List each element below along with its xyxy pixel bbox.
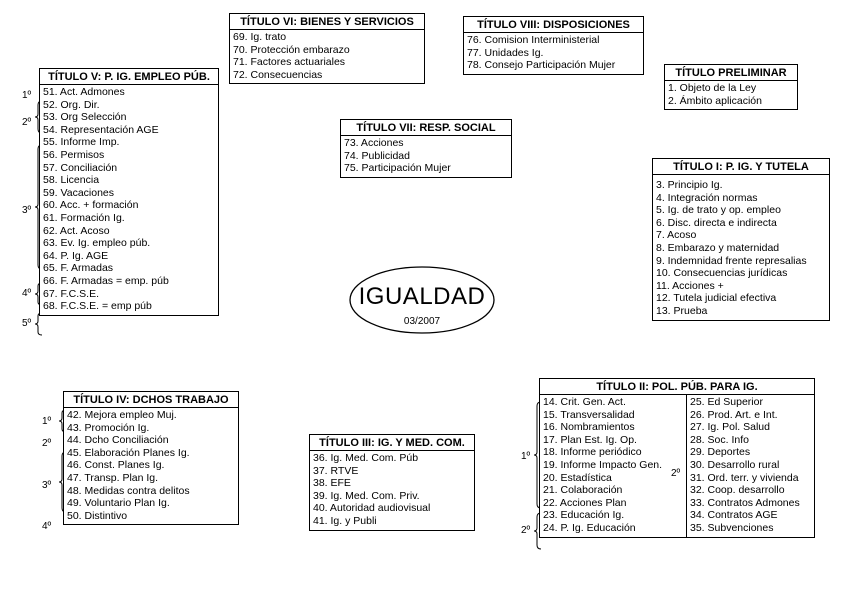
titulo-v-item: 68. F.C.S.E. = emp púb bbox=[43, 300, 152, 313]
titulo-i-item: 5. Ig. de trato y op. empleo bbox=[656, 204, 781, 217]
titulo-iv-marker-2: 2º bbox=[42, 438, 52, 449]
titulo-i-item: 11. Acciones + bbox=[656, 279, 724, 292]
titulo-v-item: 59. Vacaciones bbox=[43, 186, 115, 199]
titulo-i-item: 3. Principio Ig. bbox=[656, 179, 723, 191]
titulo-vi-box bbox=[229, 13, 425, 84]
titulo-iv-item: 43. Promoción Ig. bbox=[67, 421, 150, 434]
titulo-i-item: 8. Embarazo y maternidad bbox=[656, 241, 780, 254]
titulo-ii-item: 35. Subvenciones bbox=[690, 521, 774, 534]
titulo-vi-item: 71. Factores actuariales bbox=[233, 56, 346, 69]
titulo-v-item: 61. Formación Ig. bbox=[43, 211, 125, 224]
titulo-iv-box bbox=[63, 391, 239, 525]
titulo-vii-item: 74. Publicidad bbox=[344, 149, 410, 162]
titulo-viii-title: TÍTULO VIII: DISPOSICIONES bbox=[464, 17, 643, 33]
titulo-ii-item: 33. Contratos Admones bbox=[690, 496, 800, 509]
titulo-iv-title: TÍTULO IV: DCHOS TRABAJO bbox=[64, 392, 238, 408]
titulo-ii-item: 17. Plan Est. Ig. Op. bbox=[543, 433, 637, 446]
titulo-v-marker-5: 5º bbox=[22, 318, 32, 329]
titulo-viii-box bbox=[463, 16, 644, 75]
titulo-ii-item: 25. Ed Superior bbox=[690, 396, 763, 408]
titulo-vii-item: 73. Acciones bbox=[344, 137, 404, 149]
titulo-ii-item: 30. Desarrollo rural bbox=[690, 458, 780, 471]
titulo-ii-box bbox=[539, 378, 815, 538]
titulo-preliminar-item: 1. Objeto de la Ley bbox=[668, 82, 757, 94]
center-node bbox=[348, 265, 496, 335]
titulo-v-item: 64. P. Ig. AGE bbox=[43, 249, 109, 262]
titulo-vii-title: TÍTULO VII: RESP. SOCIAL bbox=[341, 120, 511, 136]
titulo-ii-item: 19. Informe Impacto Gen. bbox=[543, 458, 663, 471]
titulo-v-item: 52. Org. Dir. bbox=[43, 98, 100, 111]
titulo-iv-marker-1: 1º bbox=[42, 416, 52, 427]
titulo-iv-marker-3: 3º bbox=[42, 480, 52, 491]
titulo-i-title: TÍTULO I: P. IG. Y TUTELA bbox=[653, 159, 829, 175]
titulo-v-item: 67. F.C.S.E. bbox=[43, 287, 100, 300]
titulo-iii-box bbox=[309, 434, 475, 531]
titulo-ii-item: 21. Colaboración bbox=[543, 484, 623, 497]
titulo-vii-item: 75. Participación Mujer bbox=[344, 162, 451, 175]
titulo-ii-item: 20. Estadística bbox=[543, 471, 612, 484]
titulo-iv-item: 46. Const. Planes Ig. bbox=[67, 459, 165, 472]
titulo-v-item: 53. Org Selección bbox=[43, 111, 127, 124]
titulo-v-item: 56. Permisos bbox=[43, 148, 105, 161]
titulo-iv-marker-4: 4º bbox=[42, 521, 52, 532]
titulo-iii-item: 38. EFE bbox=[313, 477, 351, 490]
titulo-v-marker-2: 2º bbox=[22, 117, 32, 128]
titulo-iii-item: 39. Ig. Med. Com. Priv. bbox=[313, 489, 420, 502]
titulo-v-marker-1: 1º bbox=[22, 90, 32, 101]
titulo-iv-item: 48. Medidas contra delitos bbox=[67, 484, 190, 497]
titulo-ii-right-column bbox=[686, 395, 803, 537]
titulo-v-item: 55. Informe Imp. bbox=[43, 136, 120, 149]
titulo-ii-item: 15. Transversalidad bbox=[543, 408, 635, 421]
center-date: 03/2007 bbox=[403, 316, 441, 327]
titulo-viii-item: 77. Unidades Ig. bbox=[467, 46, 544, 59]
titulo-viii-item: 78. Consejo Participación Mujer bbox=[467, 59, 616, 72]
titulo-v-item: 62. Act. Acoso bbox=[43, 224, 110, 237]
titulo-ii-item: 32. Coop. desarrollo bbox=[690, 484, 785, 497]
titulo-ii-item: 23. Educación Ig. bbox=[543, 509, 625, 522]
titulo-i-item: 9. Indemnidad frente represalias bbox=[656, 254, 807, 267]
titulo-iv-item: 50. Distintivo bbox=[67, 509, 128, 522]
titulo-ii-item: 28. Soc. Info bbox=[690, 433, 749, 446]
titulo-v-item: 57. Conciliación bbox=[43, 161, 118, 174]
titulo-ii-item: 27. Ig. Pol. Salud bbox=[690, 421, 770, 434]
titulo-ii-marker-3: 2º bbox=[671, 468, 681, 479]
titulo-ii-item: 24. P. Ig. Educación bbox=[543, 521, 636, 534]
titulo-i-item: 4. Integración normas bbox=[656, 191, 758, 204]
titulo-v-item: 58. Licencia bbox=[43, 174, 100, 187]
titulo-v-item: 51. Act. Admones bbox=[43, 86, 125, 98]
titulo-iii-item: 40. Autoridad audiovisual bbox=[313, 502, 431, 515]
titulo-ii-left-column bbox=[540, 395, 686, 537]
titulo-vi-item: 69. Ig. trato bbox=[233, 31, 287, 43]
titulo-iv-item: 44. Dcho Conciliación bbox=[67, 434, 169, 447]
titulo-ii-item: 16. Nombramientos bbox=[543, 421, 635, 434]
titulo-v-item: 65. F. Armadas bbox=[43, 262, 114, 275]
titulo-i-item: 6. Disc. directa e indirecta bbox=[656, 216, 777, 229]
titulo-v-item: 66. F. Armadas = emp. púb bbox=[43, 274, 169, 287]
titulo-ii-item: 18. Informe periódico bbox=[543, 446, 642, 459]
titulo-ii-item: 29. Deportes bbox=[690, 446, 751, 459]
titulo-v-item: 63. Ev. Ig. empleo púb. bbox=[43, 237, 151, 250]
titulo-vi-item: 70. Protección embarazo bbox=[233, 43, 350, 56]
titulo-i-item: 12. Tutela judicial efectiva bbox=[656, 292, 777, 305]
titulo-preliminar-title: TÍTULO PRELIMINAR bbox=[665, 65, 797, 81]
titulo-ii-item: 14. Crit. Gen. Act. bbox=[543, 396, 626, 408]
titulo-ii-item: 34. Contratos AGE bbox=[690, 509, 778, 522]
titulo-ii-item: 22. Acciones Plan bbox=[543, 496, 627, 509]
titulo-iv-item: 45. Elaboración Planes Ig. bbox=[67, 446, 190, 459]
titulo-v-item: 54. Representación AGE bbox=[43, 123, 159, 136]
titulo-vi-title: TÍTULO VI: BIENES Y SERVICIOS bbox=[230, 14, 424, 30]
titulo-viii-item: 76. Comision Interministerial bbox=[467, 34, 600, 46]
titulo-v-marker-3: 3º bbox=[22, 205, 32, 216]
titulo-ii-marker-1: 1º bbox=[521, 451, 531, 462]
titulo-ii-item: 31. Ord. terr. y vivienda bbox=[690, 471, 799, 484]
titulo-iv-item: 42. Mejora empleo Muj. bbox=[67, 409, 177, 421]
center-title: IGUALDAD bbox=[358, 283, 486, 310]
titulo-v-item: 60. Acc. + formación bbox=[43, 199, 139, 212]
titulo-vi-item: 72. Consecuencias bbox=[233, 68, 323, 81]
titulo-iii-item: 41. Ig. y Publi bbox=[313, 514, 377, 527]
titulo-iii-title: TÍTULO III: IG. Y MED. COM. bbox=[310, 435, 474, 451]
titulo-ii-marker-2: 2º bbox=[521, 525, 531, 536]
titulo-preliminar-box bbox=[664, 64, 798, 110]
titulo-i-item: 7. Acoso bbox=[656, 229, 697, 242]
titulo-ii-title: TÍTULO II: POL. PÚB. PARA IG. bbox=[540, 379, 814, 395]
titulo-iii-item: 36. Ig. Med. Com. Púb bbox=[313, 452, 419, 464]
titulo-v-box bbox=[39, 68, 219, 316]
titulo-i-box bbox=[652, 158, 830, 321]
titulo-iii-item: 37. RTVE bbox=[313, 464, 359, 477]
titulo-i-item: 10. Consecuencias jurídicas bbox=[656, 267, 788, 280]
titulo-iv-item: 49. Voluntario Plan Ig. bbox=[67, 497, 170, 510]
titulo-v-title: TÍTULO V: P. IG. EMPLEO PÚB. bbox=[40, 69, 218, 85]
titulo-preliminar-item: 2. Ámbito aplicación bbox=[668, 94, 762, 107]
titulo-i-item: 13. Prueba bbox=[656, 304, 708, 317]
titulo-iv-item: 47. Transp. Plan Ig. bbox=[67, 471, 159, 484]
titulo-vii-box bbox=[340, 119, 512, 178]
titulo-v-marker-4: 4º bbox=[22, 288, 32, 299]
titulo-ii-item: 26. Prod. Art. e Int. bbox=[690, 408, 778, 421]
